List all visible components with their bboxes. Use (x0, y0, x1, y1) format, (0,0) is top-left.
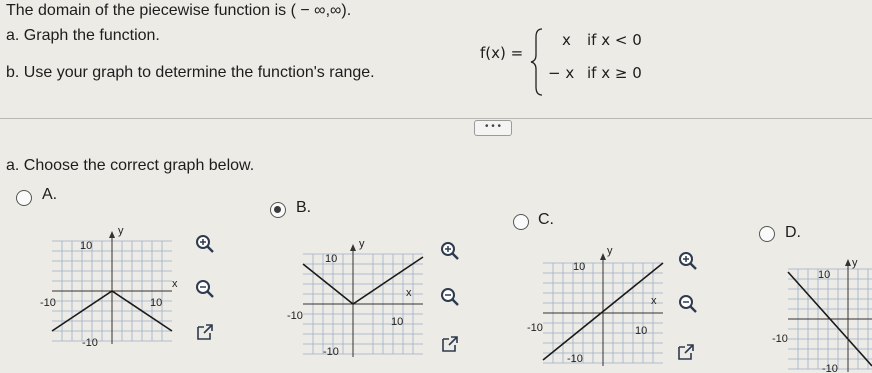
option-b-right-label: 10 (391, 316, 404, 328)
option-d-graph (772, 254, 872, 373)
option-b-y-label: y (359, 239, 365, 250)
option-a-y-arrow (109, 231, 115, 238)
option-b-label[interactable]: B. (296, 199, 312, 216)
option-c-y-label: y (607, 248, 613, 257)
option-c-right-label: 10 (635, 325, 648, 337)
option-c-graph (527, 248, 675, 373)
popout-icon[interactable] (440, 334, 460, 354)
popout-icon[interactable] (676, 342, 696, 362)
option-a-x-label: x (172, 278, 178, 290)
option-a-axes (52, 234, 172, 344)
domain-interval: ( − ∞,∞). (290, 2, 352, 19)
option-d-y-label: y (852, 257, 858, 269)
option-c-radio[interactable] (513, 214, 529, 230)
zoom-in-icon[interactable] (195, 234, 215, 254)
case2-condition: if x ≥ 0 (587, 64, 642, 82)
option-c-x-label: x (651, 295, 657, 307)
option-b-radio[interactable] (270, 202, 286, 218)
choose-graph-prompt: a. Choose the correct graph below. (6, 157, 255, 174)
zoom-out-icon[interactable] (195, 279, 215, 299)
option-d-label[interactable]: D. (785, 224, 801, 241)
case2-expression: − x (548, 64, 575, 82)
option-a-left-label: -10 (40, 297, 56, 309)
option-a-top-label: 10 (80, 240, 93, 252)
popout-icon[interactable] (195, 322, 215, 342)
option-a-graph (36, 226, 184, 352)
option-d-y-arrow (845, 259, 851, 266)
option-b-x-label: x (406, 287, 412, 299)
option-a-label[interactable]: A. (42, 186, 58, 203)
part-a-instruction: a. Graph the function. (6, 27, 160, 44)
function-name: f(x) = (480, 44, 524, 62)
option-c-top-label: 10 (573, 261, 586, 273)
option-a-right-label: 10 (150, 297, 163, 309)
option-b-axes (303, 247, 423, 357)
zoom-out-icon[interactable] (678, 294, 698, 314)
option-d-bottom-label: -10 (822, 363, 838, 373)
option-a-y-label: y (118, 226, 124, 237)
option-c-y-arrow (600, 253, 606, 260)
option-b-top-label: 10 (325, 253, 338, 265)
option-b-bottom-label: -10 (323, 346, 339, 358)
option-b-y-arrow (350, 244, 356, 251)
option-d-left-label: -10 (772, 333, 788, 345)
option-d-top-label: 10 (818, 269, 831, 281)
option-a-bottom-label: -10 (82, 337, 98, 349)
zoom-in-icon[interactable] (678, 251, 698, 271)
piecewise-brace (530, 27, 544, 97)
section-divider (0, 118, 872, 119)
zoom-out-icon[interactable] (440, 287, 460, 307)
option-a-radio[interactable] (16, 190, 32, 206)
case1-expression: x (562, 31, 571, 49)
more-button[interactable]: • • • (474, 120, 512, 136)
question-line-1 (6, 2, 351, 20)
question-domain-text: The domain of the piecewise function is (6, 2, 287, 19)
case1-condition: if x < 0 (587, 31, 642, 49)
option-c-left-label: -10 (527, 322, 543, 334)
option-c-label[interactable]: C. (538, 211, 554, 228)
zoom-in-icon[interactable] (440, 241, 460, 261)
option-d-radio[interactable] (759, 226, 775, 242)
option-b-graph (287, 239, 435, 365)
part-b-instruction: b. Use your graph to determine the function's range. (6, 64, 375, 81)
option-c-bottom-label: -10 (567, 353, 583, 365)
option-b-left-label: -10 (287, 310, 303, 322)
